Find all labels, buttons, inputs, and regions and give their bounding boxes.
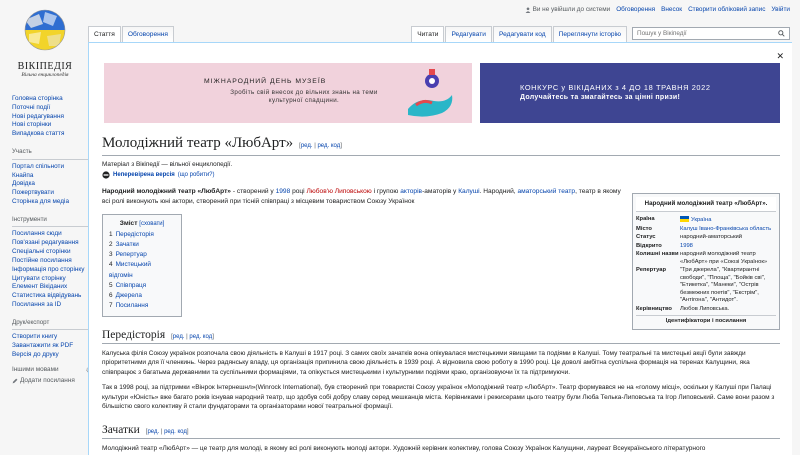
sidebar-other-languages	[12, 366, 92, 375]
sidebar-item-main-page[interactable]: Головна сторінка	[12, 95, 63, 102]
toc-title: Зміст [сховати]	[119, 220, 165, 228]
tab-read[interactable]: Читати	[411, 26, 444, 42]
logo-subtitle: Вільна енциклопедія	[21, 72, 69, 78]
infobox-row-country: Країна Україна	[636, 216, 712, 224]
ukraine-flag-icon	[680, 216, 689, 222]
title-edit-link[interactable]: ред.	[300, 143, 313, 149]
user-icon	[525, 7, 531, 13]
sidebar-item-recent-changes[interactable]: Нові редагування	[12, 112, 64, 120]
page-title-text: Молодіжний театр «ЛюбАрт»	[102, 135, 294, 151]
globe-logo-icon	[21, 6, 69, 54]
unreviewed-icon	[102, 171, 110, 179]
contest-banner-title: КОНКУРС у ВІКІДАНИХ з 4 ДО 18 ТРАВНЯ 2022	[520, 83, 711, 92]
search-box[interactable]	[632, 27, 790, 40]
sidebar-item-special-pages[interactable]: Спеціальні сторінки	[12, 248, 71, 256]
link-kalush[interactable]: Калуші	[458, 188, 480, 195]
wikipedia-logo[interactable]	[10, 6, 80, 78]
add-links-label: Додати посилання	[20, 376, 75, 384]
title-edit-links: [ред. | ред. код]	[299, 143, 342, 149]
sidebar	[12, 95, 92, 386]
sidebar-item-page-views[interactable]: Статистика відвідувань	[12, 292, 82, 300]
view-tabs	[411, 26, 628, 42]
infobox	[632, 193, 780, 330]
museum-banner-title: МІЖНАРОДНИЙ ДЕНЬ МУЗЕЇВ	[204, 78, 327, 85]
sidebar-item-create-book[interactable]: Створити книгу	[12, 333, 58, 341]
not-logged-in: Ви не увійшли до системи	[525, 6, 611, 13]
section-edit-link[interactable]: ред.	[147, 429, 160, 436]
tab-edit-source[interactable]: Редагувати код	[493, 26, 552, 42]
sidebar-item-random-article[interactable]: Випадкова стаття	[12, 130, 65, 138]
infobox-row-status: Статус народний-аматорський	[636, 234, 743, 241]
sidebar-item-donate[interactable]: Пожертвувати	[12, 189, 54, 197]
contributions-link[interactable]: Внесок	[661, 6, 683, 13]
unreviewed-version-link[interactable]: Неперевірена версія	[113, 172, 175, 178]
section-heading-beginnings: Зачатки [ред. | ред. код]	[102, 424, 780, 439]
infobox-title: Народний молодіжний театр «ЛюбАрт».	[636, 197, 776, 212]
sidebar-item-new-pages[interactable]: Нові сторінки	[12, 121, 52, 129]
toc-item[interactable]: 1 Передісторія	[109, 230, 154, 238]
infobox-footer: Ідентифікатори і посилання	[636, 315, 776, 326]
hand-illustration-icon	[398, 67, 458, 121]
flagged-revision-notice	[102, 171, 780, 179]
tab-history[interactable]: Переглянути історію	[553, 26, 627, 42]
toc-item[interactable]: 6 Джерела	[109, 292, 142, 300]
banner-area	[104, 63, 780, 123]
add-links-button[interactable]	[12, 377, 92, 386]
museum-day-banner[interactable]	[104, 63, 472, 123]
what-to-do-link[interactable]: (що робити?)	[177, 172, 215, 178]
toc-toggle[interactable]: [сховати]	[139, 221, 165, 228]
tab-article[interactable]: Стаття	[88, 26, 121, 42]
sidebar-item-cite-page[interactable]: Цитувати сторінку	[12, 274, 66, 282]
section-heading-history: Передісторія [ред. | ред. код]	[102, 329, 780, 344]
section-edit-source-link[interactable]: ред. код	[164, 429, 187, 436]
wikidata-contest-banner[interactable]	[480, 63, 780, 123]
title-edit-source-link[interactable]: ред. код	[317, 143, 341, 149]
contest-banner-text: Долучайтесь та змагайтесь за цінні призи!	[520, 94, 681, 101]
search-input[interactable]	[637, 30, 767, 37]
sidebar-item-printable-version[interactable]: Версія до друку	[12, 351, 59, 359]
infobox-row-repertoire: Репертуар "Три джерела", "Квартирантні свободи", "Площа", "Бойків сві", "Етикетка", "Манеки", "Острів безмежних поетів", "Екстрім", "Антігона", "Антидот".	[636, 267, 766, 304]
museum-banner-text: Зробіть свій внесок до вільних знань на теми культурної спадщини.	[230, 89, 378, 105]
toc-item[interactable]: 2 Зачатки	[109, 240, 139, 248]
main-content	[88, 42, 792, 455]
sidebar-item-download-pdf[interactable]: Завантажити як PDF	[12, 342, 74, 350]
sidebar-heading-tools: Інструменти	[12, 216, 92, 228]
page-title	[102, 135, 780, 156]
link-actors[interactable]: акторів	[400, 188, 423, 195]
infobox-row-city: Місто Калуш Івано-Франківська область	[636, 225, 772, 232]
site-subtitle: Матеріал з Вікіпедії — вільної енциклопедії.	[102, 161, 233, 168]
sidebar-item-related-changes[interactable]: Пов'язані редагування	[12, 239, 79, 247]
sidebar-heading-print: Друк/експорт	[12, 319, 92, 331]
section-edit-source-link[interactable]: ред. код	[189, 333, 213, 340]
logo-title: ВІКІПЕДІЯ	[17, 61, 73, 72]
tab-talk[interactable]: Обговорення	[122, 26, 174, 42]
toc-item[interactable]: 5 Співпраця	[109, 281, 147, 289]
lead-paragraph: Народний молодіжний театр «ЛюбАрт» - створений у 1998 році Любов'ю Липовською і групою акторів-аматорів у Калуші. Народний, аматорський театр, театр в якому всі ролі виконують юні актори, створений при тісній співпраці з місцевим товариством Союзу Українок	[102, 188, 621, 205]
beginnings-paragraph-1: Молодіжний театр «ЛюбАрт» — це театр для молоді, в якому всі ролі виконують молоді актори. Художній керівник колективу, голова Союзу Українок Калущини, лауреат Всеукраїнського літературного	[102, 445, 706, 453]
close-icon[interactable]: ✕	[776, 51, 784, 61]
namespace-tabs	[88, 26, 175, 42]
sidebar-item-media-page[interactable]: Сторінка для медіа	[12, 198, 69, 205]
table-of-contents	[102, 214, 182, 317]
section-edit-link[interactable]: ред.	[172, 333, 185, 340]
sidebar-item-what-links-here[interactable]: Посилання сюди	[12, 230, 62, 238]
sidebar-item-current-events[interactable]: Поточні події	[12, 103, 51, 111]
toc-item[interactable]: 7 Посилання	[109, 302, 149, 310]
history-paragraph-2: Так в 1998 році, за підтримки «Вінрок Інтернешнл»(Winrock International), був створений при товаристві Союзу українок «Молодіжний театр «ЛюбАрт». Театр формувався не на «голому місці», оскільки у Калуші при Палаці культури «Юність» вже багато років існував народний театр, що здобув собі добру славу серед мешканців міста. Керівниками і режисерами цього театру були Люба Телька-Липовська та Ігор Липовський. Саме вони разом з більшістю свого колективу й стали фундаторами та організаторами нової театральної формації.	[102, 383, 775, 411]
section-edit-links: [ред. | ред. код]	[171, 333, 214, 340]
infobox-row-leadership: Керівництво Любов Липовська.	[636, 305, 730, 312]
sidebar-item-wikidata-item[interactable]: Елемент Вікіданих	[12, 283, 68, 291]
sidebar-item-village-pump[interactable]: Кнайпа	[12, 171, 34, 179]
infobox-row-opened: Відкрито 1998	[636, 242, 693, 249]
sidebar-heading-participation: Участь	[12, 148, 92, 160]
history-paragraph-1: Калуська філія Союзу українок розпочала свою діяльність в Калуші в 1917 році. З самих своїх зачатків вона опікувалася мистецькими явищами та подіями в Калуші. Тому театральні та мистецькі акції були завжди пріоритетними для її членкинь. Через радянську владу, ця організація припинила свою діяльність в 1939 році. А відновила свою роботу в 1990 році. Це доволі амбітна суспільна формація на теренах Калущини, яка співпрацює з багатьма державними та суспільними формаціями, та опікується мистецькими і культурними подіями краю, організовуючи їх та підтримуючи.	[102, 349, 750, 377]
login-link[interactable]: Увійти	[771, 6, 790, 13]
other-languages-label: Іншими мовами	[12, 365, 59, 373]
sidebar-item-page-info[interactable]: Інформація про сторінку	[12, 265, 85, 273]
pencil-icon	[12, 378, 18, 384]
section-edit-links: [ред. | ред. код]	[145, 429, 189, 436]
create-account-link[interactable]: Створити обліковий запис	[688, 6, 766, 13]
sidebar-item-community-portal[interactable]: Портал спільноти	[12, 162, 65, 170]
talk-link[interactable]: Обговорення	[616, 6, 656, 13]
sidebar-item-short-url[interactable]: Посилання за ID	[12, 301, 62, 308]
toc-item[interactable]: 3 Репертуар	[109, 251, 147, 259]
link-1998[interactable]: 1998	[275, 188, 291, 195]
sidebar-item-help[interactable]: Довідка	[12, 180, 35, 188]
tab-edit[interactable]: Редагувати	[445, 26, 492, 42]
search-icon[interactable]	[778, 30, 785, 37]
redlink-lypovska[interactable]: Любов'ю Липовською	[306, 188, 372, 195]
infobox-row-former-names: Колишні назви народний молодіжний театр «ЛюбАрт» при «Союзі Українок»	[636, 251, 768, 265]
link-amateur-theatre[interactable]: аматорський театр	[517, 188, 576, 195]
toc-item[interactable]: 4 Мистецький відгомін	[109, 261, 151, 279]
personal-tools	[525, 6, 790, 13]
sidebar-item-permanent-link[interactable]: Постійне посилання	[12, 256, 72, 264]
